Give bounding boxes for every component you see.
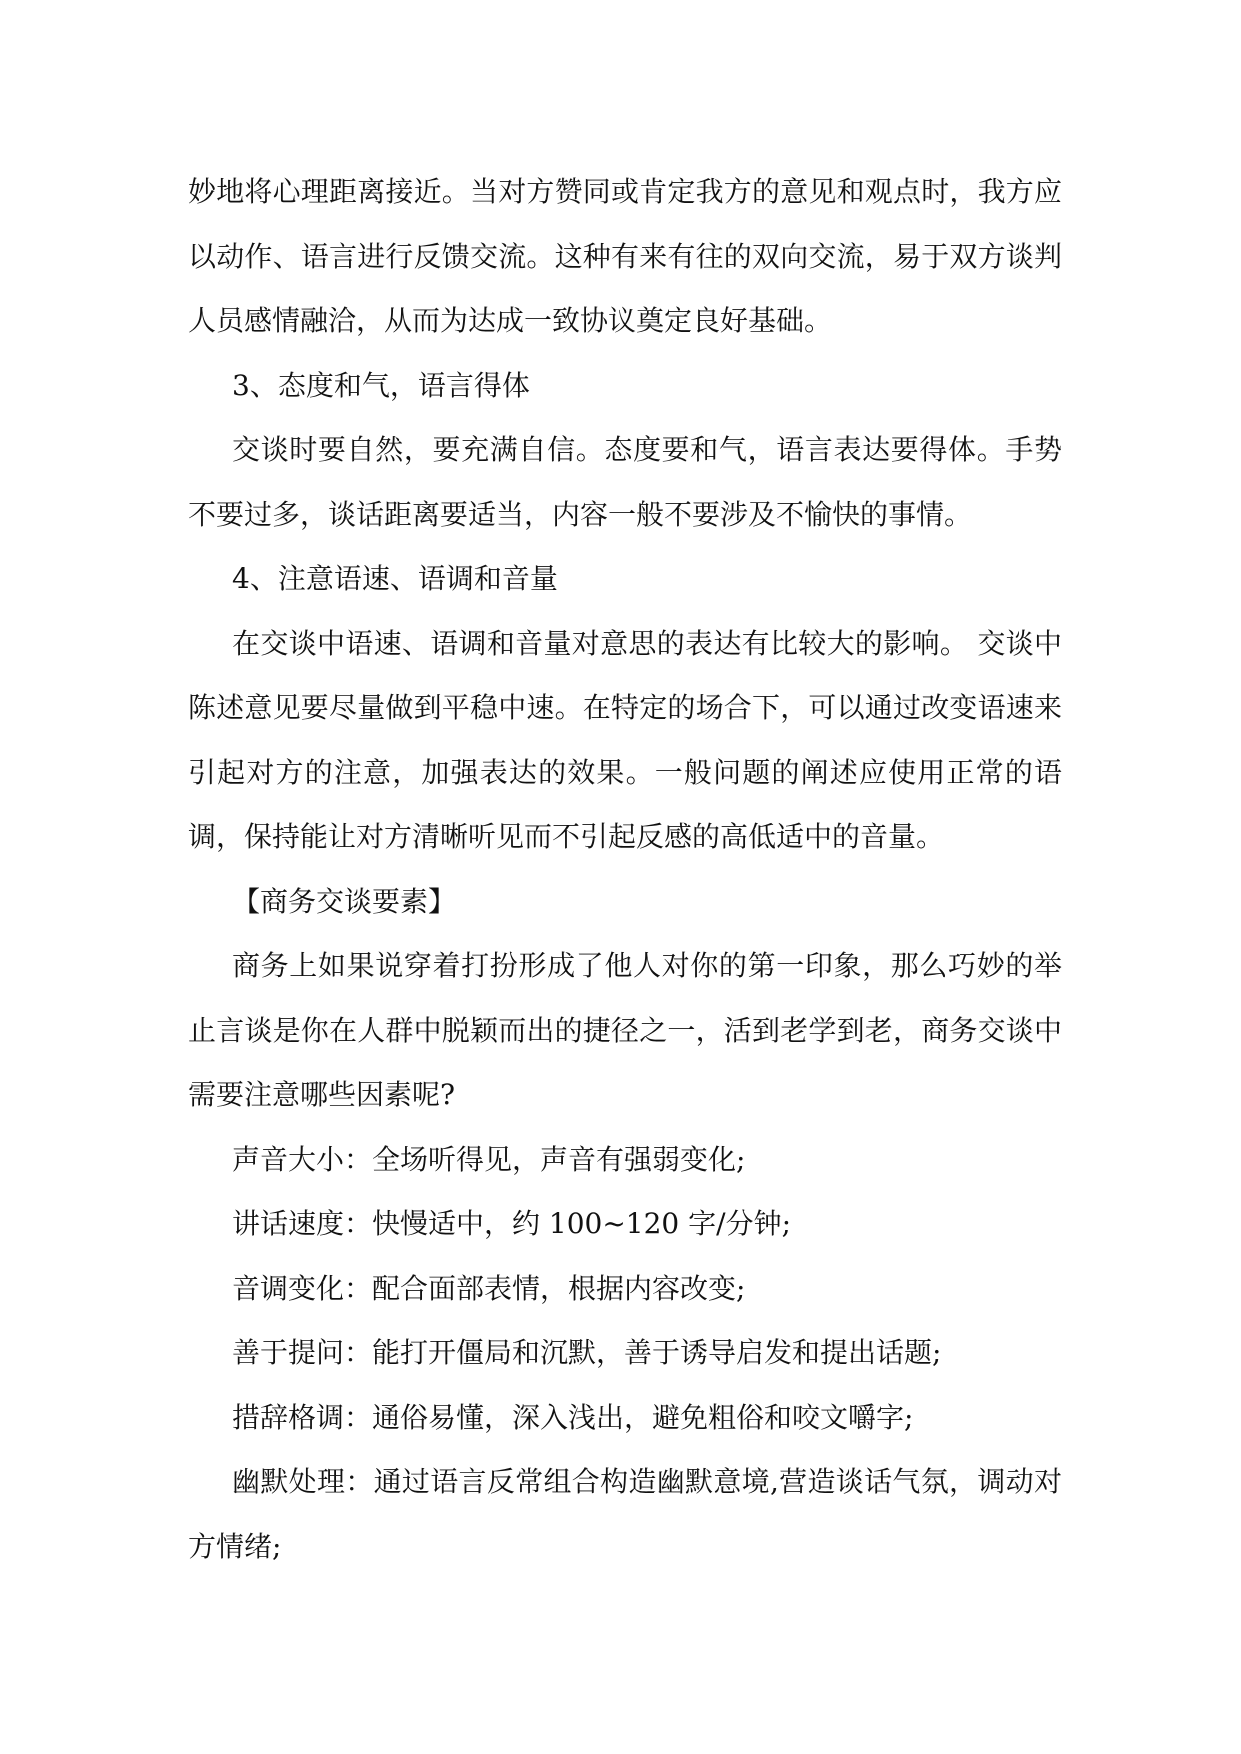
section-heading-4: 4、注意语速、语调和音量 bbox=[232, 562, 558, 595]
paragraph-intro-elements: 商务上如果说穿着打扮形成了他人对你的第一印象，那么巧妙的举止言谈是你在人群中脱颖而出的捷径之一，活到老学到老，商务交谈中需要注意哪些因素呢? bbox=[188, 949, 1062, 1111]
document-body bbox=[188, 160, 1062, 1579]
paragraph-speech-pace: 在交谈中语速、语调和音量对意思的表达有比较大的影响。 交谈中陈述意见要尽量做到平稳中速。在特定的场合下，可以通过改变语速来引起对方的注意，加强表达的效果。一般问题的阐述应使用正常的语调，保持能让对方清晰听见而不引起反感的高低适中的音量。 bbox=[188, 626, 1062, 853]
list-item-humor: 幽默处理：通过语言反常组合构造幽默意境,营造谈话气氛，调动对方情绪; bbox=[188, 1465, 1062, 1563]
list-item-tone: 音调变化：配合面部表情，根据内容改变; bbox=[232, 1271, 746, 1305]
paragraph-continuation: 妙地将心理距离接近。当对方赞同或肯定我方的意见和观点时，我方应以动作、语言进行反馈交流。这种有来有往的双向交流，易于双方谈判人员感情融洽，从而为达成一致协议奠定良好基础。 bbox=[188, 175, 1062, 337]
list-item-speed: 讲话速度：快慢适中，约 100~120 字/分钟; bbox=[232, 1207, 792, 1240]
section-heading-3: 3、态度和气，语言得体 bbox=[232, 368, 530, 402]
list-item-volume: 声音大小：全场听得见，声音有强弱变化; bbox=[232, 1142, 746, 1176]
list-item-wording: 措辞格调：通俗易懂，深入浅出，避免粗俗和咬文嚼字; bbox=[232, 1400, 914, 1434]
section-heading-elements: 【商务交谈要素】 bbox=[232, 884, 457, 918]
list-item-questions: 善于提问：能打开僵局和沉默，善于诱导启发和提出话题; bbox=[232, 1336, 942, 1369]
paragraph-attitude: 交谈时要自然，要充满自信。态度要和气，语言表达要得体。手势不要过多，谈话距离要适当，内容一般不要涉及不愉快的事情。 bbox=[188, 433, 1062, 531]
